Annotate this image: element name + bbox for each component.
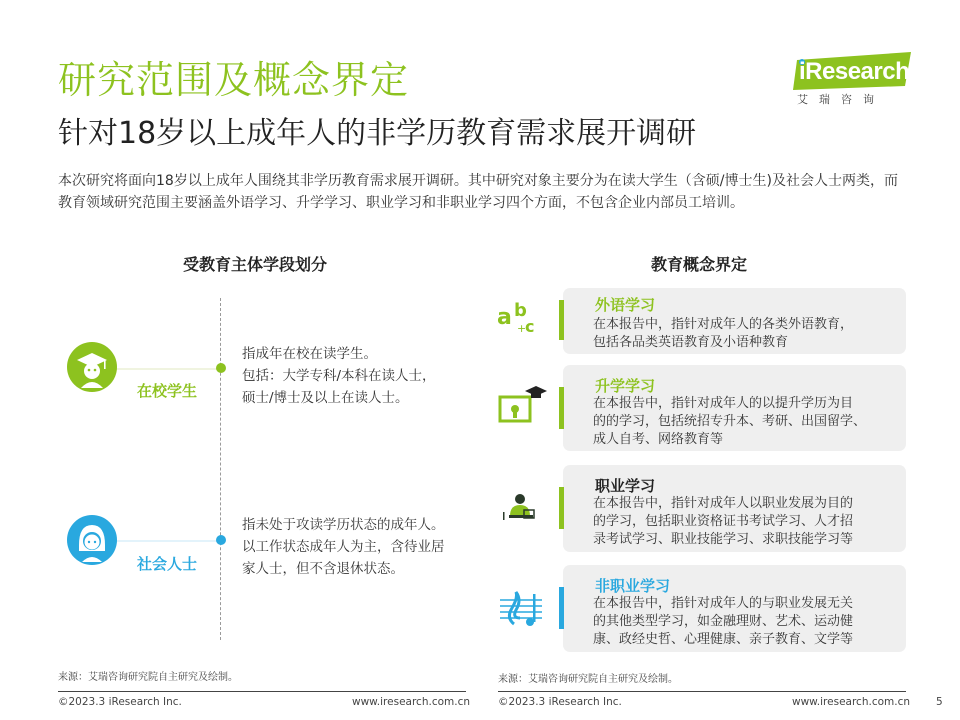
description-line: 包括：大学专科/本科在读人士， [242,368,436,384]
card-text [593,595,893,649]
card-text-line: 在本报告中，指针对成年人的以提升学历为目 [593,396,854,411]
card-title: 非职业学习 [595,577,671,595]
teacher-presentation-icon [500,490,546,530]
left-source-note: 来源：艾瑞咨询研究院自主研究及绘制。 [58,672,238,683]
card-text [593,395,893,449]
certificate-graduation-icon [498,385,544,425]
card-text-line: 在本报告中，指针对成年人以职业发展为目的 [593,496,854,511]
description-line: 指未处于攻读学历状态的成年人。 [242,517,445,533]
card-foreign-language [563,288,906,354]
card-text-line: 的学习，包括职业资格证书考试学习、人才招 [593,514,854,529]
logo-text: iResearch [799,58,910,85]
page-subtitle: 针对18岁以上成年人的非学历教育需求展开调研 [58,116,697,151]
intro-paragraph: 本次研究将面向18岁以上成年人围绕其非学历教育需求展开调研。其中研究对象主要分为在读大学生（含硕/博士生)及社会人士两类，而教育领域研究范围主要涵盖外语学习、升学学习、职业学习和非职业学习四个方面，不包含企业内部员工培训。 [58,173,898,211]
logo-subtitle: 艾瑞咨询 [797,93,885,106]
description-line: 硕士/博士及以上在读人士。 [242,390,409,406]
card-vocational-learning [563,465,906,552]
card-title: 升学学习 [595,377,656,395]
student-group-label: 在校学生 [137,382,198,400]
card-text [593,316,893,352]
card-title: 外语学习 [595,296,656,314]
graduate-student-icon [67,342,117,392]
footer-url-link[interactable]: www.iresearch.com.cn [792,696,911,708]
svg-text:b: b [514,300,527,321]
card-accent-bar [559,487,564,529]
card-text [593,495,893,549]
student-description [242,343,436,409]
social-group-label: 社会人士 [137,555,198,573]
footer-url-link[interactable]: www.iresearch.com.cn [352,696,471,708]
right-column-heading: 教育概念界定 [651,255,748,274]
footer-divider [58,691,466,692]
page-number: 5 [936,696,943,708]
social-description [242,514,445,580]
card-text-line: 录考试学习、职业技能学习、求职技能学习等 [593,532,854,547]
right-source-note: 来源：艾瑞咨询研究院自主研究及绘制。 [498,674,678,685]
card-accent-bar [559,587,564,629]
timeline-divider [220,298,221,640]
adult-person-icon [67,515,117,565]
card-accent-bar [559,300,564,340]
iresearch-logo [793,52,923,108]
left-column-heading: 受教育主体学段划分 [183,255,328,274]
footer-copyright: ©2023.3 iResearch Inc. [498,696,622,708]
card-text-line: 成人自考、网络教育等 [593,432,724,447]
footer-copyright: ©2023.3 iResearch Inc. [58,696,182,708]
card-text-line: 在本报告中，指针对成年人的各类外语教育， [593,317,854,332]
card-text-line: 康、政经史哲、心理健康、亲子教育、文学等 [593,632,854,647]
music-notes-icon [498,588,544,628]
page-title: 研究范围及概念界定 [58,58,410,102]
card-further-education [563,365,906,451]
card-text-line: 的其他类型学习，如金融理财、艺术、运动健 [593,614,854,629]
timeline-dot [216,535,226,545]
footer-divider [498,691,906,692]
description-line: 指成年在校在读学生。 [242,346,377,362]
svg-text:c: c [525,317,535,336]
description-line: 家人士，但不含退休状态。 [242,561,404,577]
svg-text:a: a [497,305,512,330]
card-accent-bar [559,387,564,429]
description-line: 以工作状态成年人为主，含待业居 [242,539,445,555]
card-non-vocational-learning [563,565,906,652]
svg-text:+: + [517,322,527,335]
abc-letters-icon [495,296,541,336]
timeline-dot [216,363,226,373]
card-text-line: 的的学习，包括统招专升本、考研、出国留学、 [593,414,867,429]
card-text-line: 在本报告中，指针对成年人的与职业发展无关 [593,596,854,611]
card-text-line: 包括各品类英语教育及小语种教育 [593,335,789,350]
card-title: 职业学习 [595,477,656,495]
